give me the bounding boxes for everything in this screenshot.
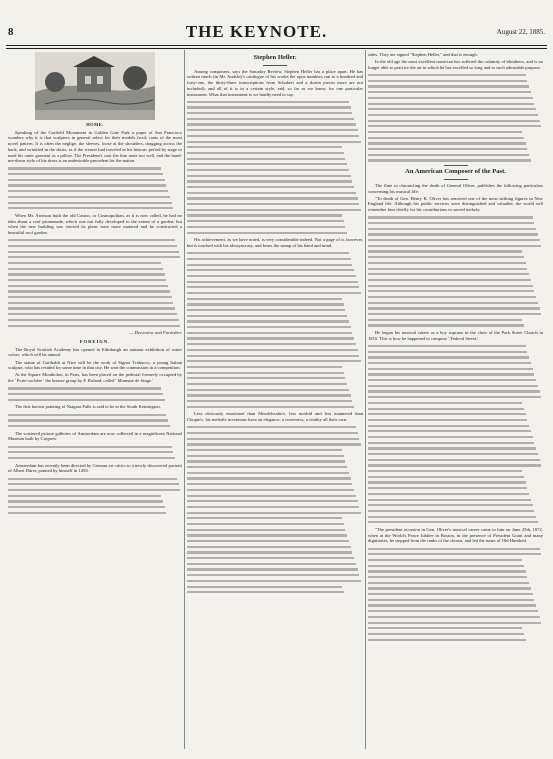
text-line (368, 516, 536, 518)
text-line (187, 426, 356, 428)
text-line (187, 180, 352, 182)
text-line (368, 216, 533, 218)
text-line (187, 574, 359, 576)
text-line (368, 351, 527, 353)
text-line (368, 604, 536, 606)
text-line (187, 438, 359, 440)
text-line (8, 319, 179, 321)
text-line (187, 129, 358, 131)
text-line (368, 627, 522, 629)
text-line (8, 446, 172, 448)
text-line (368, 302, 538, 304)
paragraph: His achievement, as we have noted, is very considerable indeed. Not a page of it, however, but is touched with his idiosyncrasy, and bears the stamp of his hand and mind. (187, 237, 363, 248)
text-line (187, 477, 351, 479)
text-line (187, 303, 344, 305)
text-line (368, 616, 540, 618)
text-line (187, 432, 358, 434)
text-line (368, 285, 533, 287)
text-line (187, 175, 351, 177)
text-line (8, 414, 166, 416)
text-line (368, 97, 533, 99)
text-line (187, 112, 352, 114)
home-illustration (35, 52, 155, 120)
text-line (8, 239, 175, 241)
text-line (8, 495, 161, 497)
text-line (8, 425, 170, 427)
text-line (368, 296, 536, 298)
paragraph: The statue of Garibaldi at Nice will be the work of Signor Trabucco, a young Italian sculptor, who has resided for some time in that city. He won the commission in a competition. (8, 359, 182, 371)
text-line (368, 233, 538, 235)
text-line (187, 394, 351, 396)
text-line (187, 551, 352, 553)
text-line (368, 470, 522, 472)
text-line (368, 565, 524, 567)
text-line (368, 74, 526, 76)
text-line (368, 256, 524, 258)
text-line (187, 529, 345, 531)
text-line (8, 268, 163, 270)
text-line (8, 419, 168, 421)
text-line (368, 419, 527, 421)
text-line (368, 559, 522, 561)
text-line (187, 443, 361, 445)
text-line (368, 373, 534, 375)
text-line (187, 495, 356, 497)
text-line (8, 451, 173, 453)
text-line (368, 499, 531, 501)
text-line (368, 599, 534, 601)
text-line (187, 557, 354, 559)
text-line (187, 489, 354, 491)
masthead: THE KEYNOTE. (185, 22, 328, 41)
text-line (187, 292, 361, 294)
text-line (368, 250, 522, 252)
text-line (8, 173, 163, 175)
text-line (187, 580, 361, 582)
text-line (8, 457, 175, 459)
text-line (368, 576, 527, 578)
text-line (8, 325, 180, 327)
text-line (368, 447, 536, 449)
text-line (187, 546, 351, 548)
text-line (187, 483, 352, 485)
text-line (187, 360, 361, 362)
text-line (187, 534, 347, 536)
text-line (187, 500, 358, 502)
text-line (368, 125, 541, 127)
column-3 (368, 52, 543, 749)
text-line (368, 510, 534, 512)
text-line (368, 362, 531, 364)
text-line (187, 337, 354, 339)
text-line (8, 190, 168, 192)
issue-date: August 22, 1885. (496, 28, 545, 36)
text-line (368, 80, 527, 82)
text-line (187, 506, 359, 508)
text-line (368, 268, 527, 270)
text-line (187, 320, 349, 322)
text-line (187, 540, 349, 542)
text-line (187, 523, 344, 525)
text-line (368, 413, 526, 415)
text-line (368, 476, 524, 478)
text-line (368, 345, 526, 347)
text-line (368, 610, 538, 612)
text-line (187, 214, 342, 216)
paragraph: "The president occasion in Gen. Oliver's musical career came to him on June 25th, 1872, when at the World's Peace Jubilee in Boston, in the presence of President Grant and many dignitaries, he stepped from the ranks of the chorus, and led the tunes of Old Hundred. (368, 526, 543, 544)
text-line (368, 245, 541, 247)
header-rule-bottom (6, 48, 547, 49)
text-line (368, 114, 538, 116)
text-line (368, 430, 531, 432)
header-rule-top (6, 45, 547, 46)
text-line (8, 245, 177, 247)
text-line (187, 343, 356, 345)
paragraph: Speaking of the Garfield Monument in Golden Gate Park a paper of San Francisco wonders why it is that sculptors in general select for their models frock coats of the most novel pattern. It is often the neglige, the sleeves, loose at the shoulders, dragging across the back, and wrinkled in the skirts, as if the wearer had traveled in his historic period by stage or used his outer garment as a pillow. The President's coat fits him none too well, and the hand-me-down style of his dress is an undesirable precedent for the nation. (8, 129, 182, 164)
text-line (368, 396, 541, 398)
text-line (368, 633, 524, 635)
text-line (8, 506, 165, 508)
text-line (187, 383, 347, 385)
paragraph: Among composers, says the Saturday Review, Stephen Heller has a place apart. He has written much (in Mr. Andsley's catalogue of his works the opus numbers run to a hundred and forty-one, the thirty-three transcriptions from Schubert and a dozen pieces more are not included); and all of it is in a certain style, and, so far as we know, for one particular instrument. What that instrument is we hardly need to say. (187, 68, 363, 97)
text-line (187, 281, 358, 283)
text-line (187, 197, 358, 199)
text-line (187, 449, 342, 451)
text-line (187, 258, 351, 260)
article-heading: Stephen Heller. (253, 54, 297, 61)
text-line (8, 307, 175, 309)
paragraph: At the Square Montholon, in Paris, has been placed on the pedestal formerly occupied by the ' Porte-cochère ' the bronze group by F. Roland, called ' Monnaie de Singe.' (8, 372, 182, 384)
text-line (368, 587, 531, 589)
text-line (187, 591, 344, 593)
text-line (368, 356, 529, 358)
text-line (368, 91, 531, 93)
text-line (187, 400, 352, 402)
text-line (187, 326, 351, 328)
text-line (8, 179, 165, 181)
text-line (187, 141, 361, 143)
text-line (187, 135, 359, 137)
text-line (187, 355, 359, 357)
text-line (8, 489, 180, 491)
text-line (187, 226, 345, 228)
text-line (368, 504, 533, 506)
text-line (187, 232, 347, 234)
text-line (368, 521, 538, 523)
text-line (368, 108, 536, 110)
text-line (187, 152, 344, 154)
text-line (368, 464, 541, 466)
column-1 (8, 52, 182, 749)
paragraph: Less obviously emotional than Mendelssohn's, less morbid and less mannered than Chopin's, his melodic inventions have an elegance, a sweetness, a vitality all their own. (187, 411, 363, 423)
text-line (8, 387, 161, 389)
text-line (187, 275, 356, 277)
text-line (187, 264, 352, 266)
text-line (8, 285, 168, 287)
paragraph: The Royal Scottish Academy has opened in Edinburgh an autumn exhibition of water colors, which will be annual. (8, 346, 182, 358)
text-line (368, 222, 534, 224)
text-line (368, 137, 524, 139)
text-line (368, 459, 540, 461)
text-line (187, 377, 345, 379)
article-heading: An American Composer of the Past. (405, 168, 506, 176)
text-line (187, 466, 347, 468)
text-line (368, 622, 541, 624)
text-line (187, 366, 342, 368)
text-line (187, 286, 359, 288)
text-line (368, 425, 529, 427)
text-line (187, 389, 349, 391)
text-line (8, 251, 179, 253)
text-line (368, 390, 540, 392)
text-line (368, 148, 527, 150)
text-line (368, 154, 529, 156)
text-line (8, 483, 179, 485)
text-line (368, 120, 540, 122)
column-2 (187, 52, 363, 749)
text-line (368, 262, 526, 264)
text-line (187, 332, 352, 334)
text-line (368, 442, 534, 444)
text-line (187, 406, 354, 408)
paragraph: He began his musical career as a boy soprano in the choir of the Park Street Church in 1810. This is how he happened to compose ' Federal Street.' (368, 330, 543, 341)
text-line (187, 586, 342, 588)
text-line (368, 159, 531, 161)
text-line (368, 379, 536, 381)
text-line (368, 290, 534, 292)
text-line (8, 279, 166, 281)
text-line (368, 307, 540, 309)
text-line (368, 131, 522, 133)
text-line (187, 186, 354, 188)
text-line (368, 319, 522, 321)
page-number: 8 (8, 26, 14, 38)
text-line (187, 349, 358, 351)
text-line (187, 169, 349, 171)
text-line (368, 493, 529, 495)
section-subhead: FOREIGN. (79, 338, 111, 344)
paragraph: In the old age the most excellent musician has suffered the calamity of blindness, and is no longer able to practice the art in which he has excelled so long and to such admirable purpose. (368, 59, 543, 70)
text-line (368, 570, 526, 572)
text-line (187, 472, 349, 474)
text-line (187, 563, 356, 565)
text-line (8, 393, 163, 395)
text-line (368, 402, 522, 404)
text-line (8, 273, 165, 275)
text-line (8, 512, 166, 514)
text-line (187, 220, 344, 222)
text-line (8, 302, 173, 304)
text-line (368, 582, 529, 584)
text-line (368, 436, 533, 438)
paragraph: The scattered picture galleries of Amsterdam are now collected in a magnificent National Museum built by Cuypers. (8, 430, 182, 442)
text-line (187, 192, 356, 194)
text-line (368, 553, 541, 555)
text-line (187, 372, 344, 374)
text-line (187, 269, 354, 271)
text-line (187, 309, 345, 311)
text-line (368, 324, 524, 326)
text-line (8, 296, 172, 298)
text-line (187, 106, 351, 108)
column-divider-1 (184, 50, 185, 749)
text-line (368, 273, 529, 275)
source-credit: — Decorator and Furnisher. (129, 330, 182, 336)
text-line (368, 279, 531, 281)
text-line (187, 209, 361, 211)
paragraph: When Mr. Aronson built the old Casino, or Cosmopolitan, as it is now called, he had no idea about a roof promenade, which was not fully developed to the extent of a garden, but when the new building was erected its plans were more matured and he constructed a beautiful roof garden. (8, 212, 182, 236)
text-line (368, 593, 533, 595)
text-line (187, 568, 358, 570)
paragraph: "To death of Gen. Henry K. Oliver has removed one of the most striking figures in New England life. Although his public services were distinguished and valuable, the world will remember him chiefly for his contributions to sacred melody. (368, 195, 543, 213)
text-line (368, 481, 526, 483)
text-line (8, 207, 173, 209)
text-line (368, 313, 541, 315)
text-line (8, 196, 170, 198)
illustration-caption: HOME. (86, 122, 104, 127)
text-line (187, 252, 349, 254)
text-line (368, 239, 540, 241)
text-line (8, 500, 163, 502)
text-line (8, 290, 170, 292)
text-line (8, 313, 177, 315)
text-line (8, 167, 161, 169)
text-line (8, 202, 172, 204)
text-line (8, 399, 165, 401)
text-line (187, 146, 342, 148)
paragraph: Amsterdam has recently been directed by German art critics to a newly discovered portrait of Albert Dürer, painted by himself in 1493. (8, 462, 182, 474)
text-line (368, 85, 529, 87)
text-line (368, 487, 527, 489)
text-line (368, 103, 534, 105)
paragraph: The first known painting of Niagara Falls is said to be at the South Kensington. (15, 404, 161, 410)
text-line (368, 142, 526, 144)
text-line (187, 163, 347, 165)
text-line (187, 455, 344, 457)
text-line (8, 184, 166, 186)
text-line (368, 228, 536, 230)
text-line (368, 453, 538, 455)
text-line (368, 548, 540, 550)
text-line (187, 123, 356, 125)
text-line (187, 158, 345, 160)
text-line (187, 517, 342, 519)
paragraph: The flute in chronicling the death of General Oliver, publishes the following particulars concerning his musical life: (368, 182, 543, 194)
text-line (8, 262, 161, 264)
text-line (187, 101, 349, 103)
text-line (368, 368, 533, 370)
column-divider-2 (365, 50, 366, 749)
text-line (187, 460, 345, 462)
text-line (187, 512, 361, 514)
text-line (187, 203, 359, 205)
paragraph: sides. They are signed "Stephen Heller," and that is enough. (368, 52, 478, 57)
text-line (368, 385, 538, 387)
text-line (8, 256, 180, 258)
text-line (187, 315, 347, 317)
text-line (8, 478, 177, 480)
text-line (368, 408, 524, 410)
page-header (8, 21, 545, 43)
text-line (187, 118, 354, 120)
text-line (368, 639, 526, 641)
text-line (187, 298, 342, 300)
